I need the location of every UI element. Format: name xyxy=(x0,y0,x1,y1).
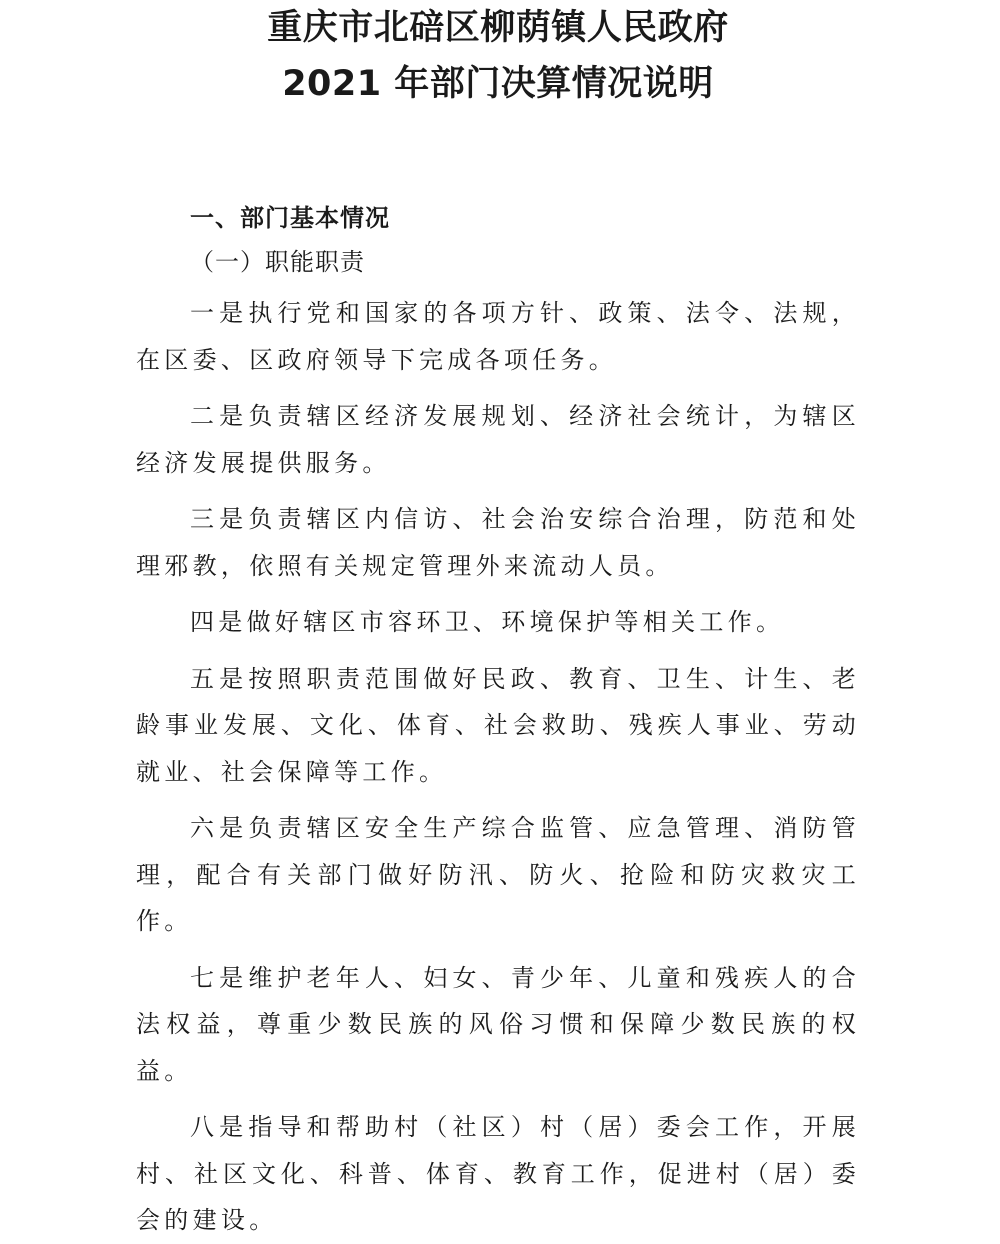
paragraph-7: 七是维护老年人、妇女、青少年、儿童和残疾人的合法权益，尊重少数民族的风俗习惯和保障少数民族的权益。 xyxy=(136,963,860,1085)
document-title-line-1: 重庆市北碚区柳荫镇人民政府 xyxy=(267,8,729,48)
paragraph-2: 二是负责辖区经济发展规划、经济社会统计，为辖区经济发展提供服务。 xyxy=(136,402,860,477)
paragraph-8: 八是指导和帮助村（社区）村（居）委会工作，开展村、社区文化、科普、体育、教育工作，促进村（居）委会的建设。 xyxy=(136,1113,860,1234)
paragraph-1: 一是执行党和国家的各项方针、政策、法令、法规，在区委、区政府领导下完成各项任务。 xyxy=(136,299,860,374)
paragraph-5: 五是按照职责范围做好民政、教育、卫生、计生、老龄事业发展、文化、体育、社会救助、残疾人事业、劳动就业、社会保障等工作。 xyxy=(136,664,860,786)
subsection-heading-functions: （一）职能职责 xyxy=(190,248,365,276)
paragraph-3: 三是负责辖区内信访、社会治安综合治理，防范和处理邪教，依照有关规定管理外来流动人员。 xyxy=(136,505,860,580)
document-body xyxy=(136,200,860,1244)
document-title-line-2: 2021 年部门决算情况说明 xyxy=(282,64,714,104)
paragraph-4: 四是做好辖区市容环卫、环境保护等相关工作。 xyxy=(190,608,785,636)
section-heading-basic-info: 一、部门基本情况 xyxy=(190,204,390,232)
paragraph-6: 六是负责辖区安全生产综合监管、应急管理、消防管理，配合有关部门做好防汛、防火、抢险和防灾救灾工作。 xyxy=(136,814,860,935)
